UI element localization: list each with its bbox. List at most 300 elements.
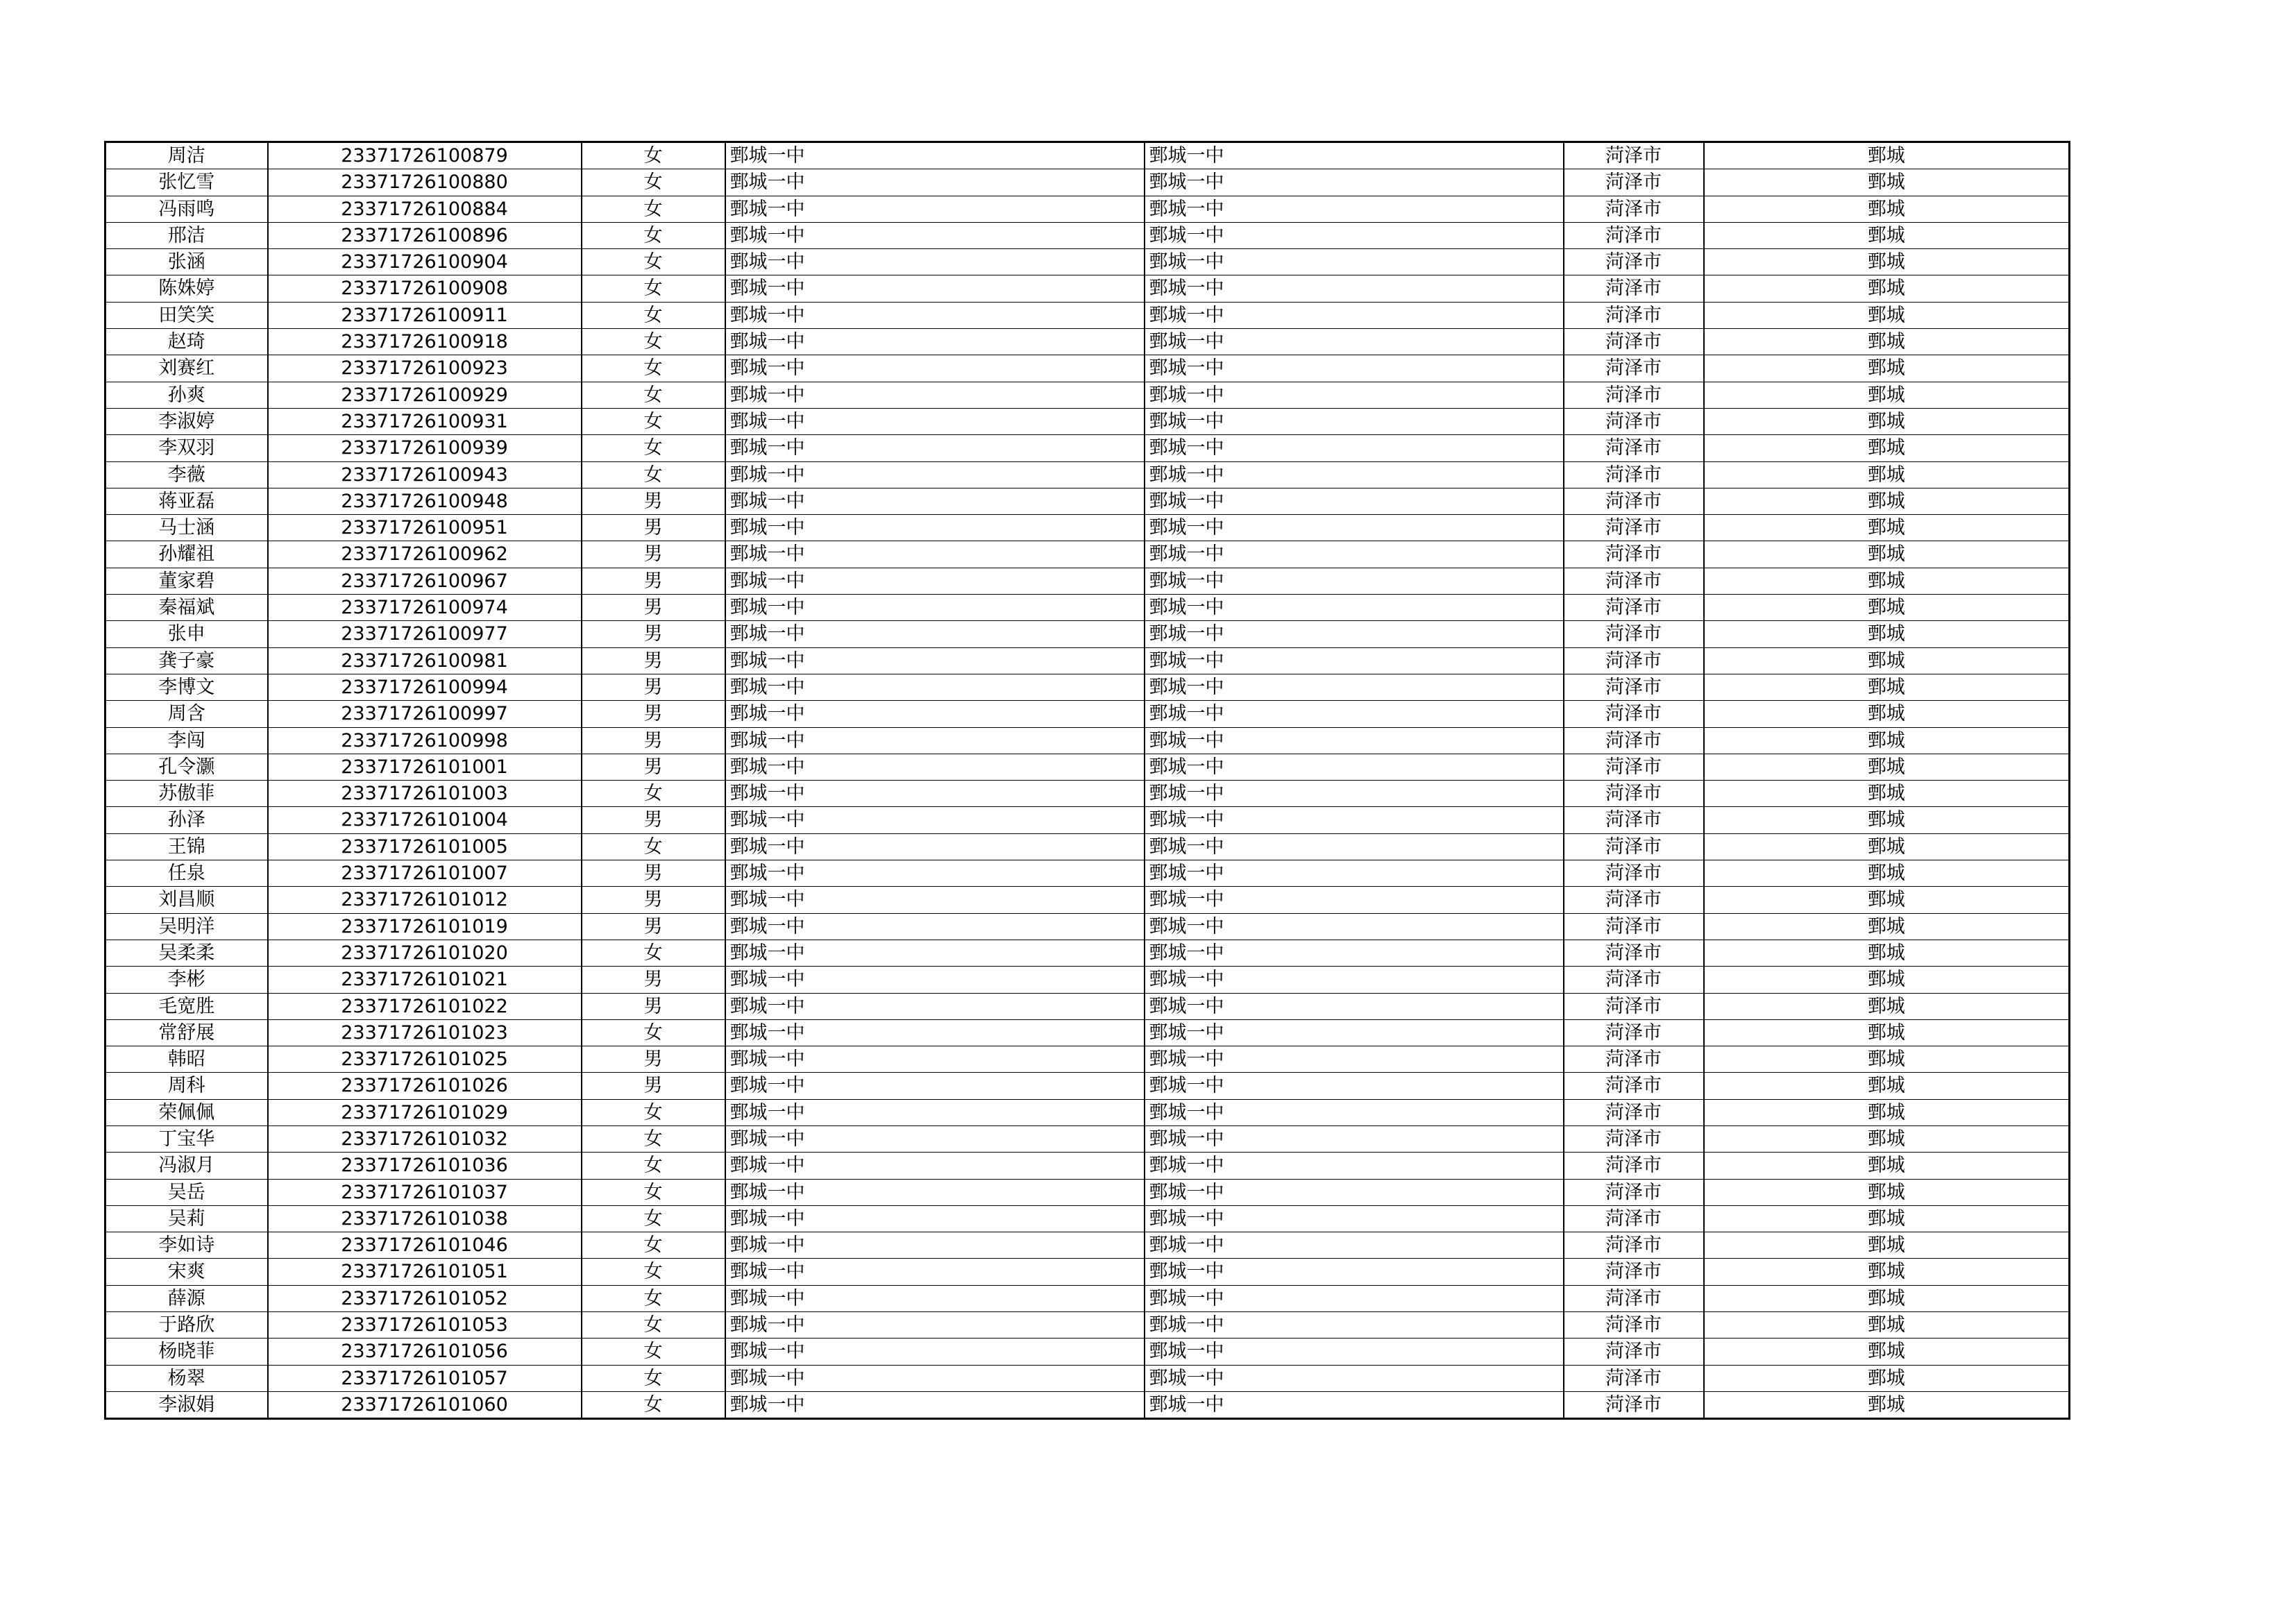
table-row: [105, 541, 2070, 568]
county-cell: [1704, 408, 2070, 434]
city-text: 菏泽市: [1605, 464, 1662, 486]
county-text: 鄄城: [1867, 1075, 1905, 1097]
city-cell: [1564, 727, 1704, 754]
exam-number-cell: [268, 1285, 582, 1311]
gender-cell: [582, 169, 725, 196]
school-cell: [725, 222, 1145, 248]
student-name-cell: [105, 727, 268, 754]
gender-cell: [582, 1232, 725, 1259]
county-cell: [1704, 807, 2070, 833]
school-cell: [725, 408, 1145, 434]
school-text: 鄄城一中: [729, 1048, 805, 1071]
county-cell: [1704, 1099, 2070, 1125]
county-cell: [1704, 302, 2070, 328]
student-name-cell: [105, 1232, 268, 1259]
county-cell: [1704, 595, 2070, 621]
exam-site-cell: [1145, 940, 1564, 966]
exam-number-text: 23371726100880: [341, 171, 508, 194]
table-row: [105, 967, 2070, 993]
exam-site-text: 鄄城一中: [1149, 1367, 1224, 1389]
county-text: 鄄城: [1867, 835, 1905, 858]
school-text: 鄄城一中: [729, 331, 805, 353]
gender-text: 男: [643, 809, 663, 831]
exam-site-text: 鄄城一中: [1149, 331, 1224, 353]
student-name-text: 李如诗: [158, 1234, 215, 1257]
table-row: [105, 302, 2070, 328]
student-name-text: 孙爽: [167, 384, 205, 406]
student-name-cell: [105, 196, 268, 222]
county-cell: [1704, 833, 2070, 860]
county-text: 鄄城: [1867, 1155, 1905, 1177]
school-cell: [725, 674, 1145, 700]
county-text: 鄄城: [1867, 623, 1905, 645]
gender-text: 女: [643, 1314, 663, 1336]
student-name-text: 毛宽胜: [158, 995, 215, 1017]
exam-site-text: 鄄城一中: [1149, 224, 1224, 246]
city-text: 菏泽市: [1605, 437, 1662, 459]
city-cell: [1564, 382, 1704, 408]
exam-site-text: 鄄城一中: [1149, 969, 1224, 991]
city-text: 菏泽市: [1605, 1234, 1662, 1257]
student-name-text: 吴莉: [167, 1207, 205, 1230]
gender-text: 女: [643, 198, 663, 220]
school-cell: [725, 1019, 1145, 1046]
student-name-text: 周含: [167, 703, 205, 725]
student-name-cell: [105, 595, 268, 621]
city-cell: [1564, 1259, 1704, 1285]
exam-site-text: 鄄城一中: [1149, 1128, 1224, 1150]
exam-site-cell: [1145, 1179, 1564, 1205]
student-name-text: 冯雨鸣: [158, 198, 215, 220]
student-name-cell: [105, 435, 268, 461]
city-text: 菏泽市: [1605, 969, 1662, 991]
county-cell: [1704, 1179, 2070, 1205]
exam-site-cell: [1145, 275, 1564, 302]
gender-text: 女: [643, 251, 663, 273]
gender-text: 女: [643, 410, 663, 432]
city-text: 菏泽市: [1605, 1155, 1662, 1177]
gender-text: 女: [643, 942, 663, 964]
county-cell: [1704, 754, 2070, 780]
exam-site-text: 鄄城一中: [1149, 357, 1224, 380]
exam-site-cell: [1145, 595, 1564, 621]
student-name-cell: [105, 329, 268, 355]
city-cell: [1564, 541, 1704, 568]
city-text: 菏泽市: [1605, 1261, 1662, 1283]
gender-text: 女: [643, 1155, 663, 1177]
student-name-cell: [105, 754, 268, 780]
school-cell: [725, 595, 1145, 621]
school-text: 鄄城一中: [729, 278, 805, 300]
school-cell: [725, 568, 1145, 594]
table-row: [105, 488, 2070, 514]
county-cell: [1704, 1019, 2070, 1046]
table-row: [105, 860, 2070, 887]
school-cell: [725, 807, 1145, 833]
gender-text: 女: [643, 1367, 663, 1389]
county-cell: [1704, 1391, 2070, 1418]
exam-number-text: 23371726101036: [341, 1155, 508, 1177]
exam-site-cell: [1145, 355, 1564, 382]
table-row: [105, 275, 2070, 302]
exam-site-cell: [1145, 807, 1564, 833]
exam-number-cell: [268, 967, 582, 993]
school-cell: [725, 1179, 1145, 1205]
city-text: 菏泽市: [1605, 783, 1662, 805]
school-text: 鄄城一中: [729, 1314, 805, 1336]
school-text: 鄄城一中: [729, 570, 805, 592]
county-cell: [1704, 781, 2070, 807]
county-cell: [1704, 1205, 2070, 1232]
exam-site-text: 鄄城一中: [1149, 1393, 1224, 1416]
exam-number-cell: [268, 302, 582, 328]
exam-number-cell: [268, 1073, 582, 1099]
exam-number-text: 23371726101060: [341, 1393, 508, 1416]
student-name-cell: [105, 1125, 268, 1152]
student-name-cell: [105, 1205, 268, 1232]
student-name-cell: [105, 1179, 268, 1205]
student-name-cell: [105, 621, 268, 647]
exam-site-text: 鄄城一中: [1149, 942, 1224, 964]
school-text: 鄄城一中: [729, 1181, 805, 1203]
gender-text: 女: [643, 1021, 663, 1044]
exam-number-cell: [268, 754, 582, 780]
student-name-text: 李淑娟: [158, 1393, 215, 1416]
gender-text: 男: [643, 863, 663, 885]
exam-site-cell: [1145, 568, 1564, 594]
school-text: 鄄城一中: [729, 703, 805, 725]
student-name-text: 李淑婷: [158, 410, 215, 432]
city-cell: [1564, 1285, 1704, 1311]
student-name-cell: [105, 541, 268, 568]
county-text: 鄄城: [1867, 224, 1905, 246]
county-text: 鄄城: [1867, 437, 1905, 459]
gender-text: 男: [643, 756, 663, 778]
county-cell: [1704, 1365, 2070, 1391]
student-name-text: 丁宝华: [158, 1128, 215, 1150]
county-cell: [1704, 1259, 2070, 1285]
exam-number-cell: [268, 647, 582, 674]
school-cell: [725, 541, 1145, 568]
county-cell: [1704, 461, 2070, 488]
city-cell: [1564, 993, 1704, 1019]
city-cell: [1564, 515, 1704, 541]
gender-cell: [582, 302, 725, 328]
school-text: 鄄城一中: [729, 863, 805, 885]
county-text: 鄄城: [1867, 304, 1905, 326]
school-cell: [725, 275, 1145, 302]
student-name-cell: [105, 860, 268, 887]
student-name-text: 宋爽: [167, 1261, 205, 1283]
school-text: 鄄城一中: [729, 676, 805, 698]
table-row: [105, 1179, 2070, 1205]
exam-site-text: 鄄城一中: [1149, 1287, 1224, 1309]
gender-text: 男: [643, 889, 663, 911]
school-cell: [725, 1365, 1145, 1391]
exam-number-text: 23371726101012: [341, 889, 508, 911]
gender-cell: [582, 1046, 725, 1073]
city-text: 菏泽市: [1605, 623, 1662, 645]
table-row: [105, 993, 2070, 1019]
exam-number-cell: [268, 833, 582, 860]
school-text: 鄄城一中: [729, 251, 805, 273]
exam-number-text: 23371726101046: [341, 1234, 508, 1257]
gender-cell: [582, 1179, 725, 1205]
school-cell: [725, 860, 1145, 887]
gender-text: 女: [643, 1393, 663, 1416]
city-cell: [1564, 595, 1704, 621]
gender-text: 女: [643, 783, 663, 805]
exam-number-cell: [268, 541, 582, 568]
student-name-text: 孔令灏: [158, 756, 215, 778]
school-cell: [725, 967, 1145, 993]
student-name-text: 邢洁: [167, 224, 205, 246]
exam-number-text: 23371726101052: [341, 1287, 508, 1309]
student-name-text: 任泉: [167, 863, 205, 885]
exam-site-text: 鄄城一中: [1149, 171, 1224, 194]
student-name-cell: [105, 1312, 268, 1339]
city-text: 菏泽市: [1605, 915, 1662, 937]
student-name-text: 秦福斌: [158, 597, 215, 619]
exam-site-cell: [1145, 1205, 1564, 1232]
county-text: 鄄城: [1867, 490, 1905, 512]
table-row: [105, 568, 2070, 594]
exam-site-text: 鄄城一中: [1149, 649, 1224, 672]
gender-cell: [582, 1365, 725, 1391]
school-cell: [725, 355, 1145, 382]
school-text: 鄄城一中: [729, 384, 805, 406]
gender-text: 女: [643, 224, 663, 246]
city-text: 菏泽市: [1605, 145, 1662, 167]
exam-site-cell: [1145, 1019, 1564, 1046]
gender-text: 男: [643, 729, 663, 751]
gender-text: 女: [643, 1341, 663, 1363]
county-text: 鄄城: [1867, 1314, 1905, 1336]
school-cell: [725, 435, 1145, 461]
exam-site-text: 鄄城一中: [1149, 570, 1224, 592]
city-cell: [1564, 701, 1704, 727]
city-cell: [1564, 967, 1704, 993]
student-roster-table: [104, 141, 2070, 1420]
exam-number-cell: [268, 913, 582, 940]
city-text: 菏泽市: [1605, 995, 1662, 1017]
exam-site-cell: [1145, 249, 1564, 275]
school-text: 鄄城一中: [729, 783, 805, 805]
table-row: [105, 1153, 2070, 1179]
exam-number-cell: [268, 408, 582, 434]
exam-number-cell: [268, 461, 582, 488]
exam-site-text: 鄄城一中: [1149, 1048, 1224, 1071]
gender-text: 女: [643, 1181, 663, 1203]
city-cell: [1564, 781, 1704, 807]
student-name-cell: [105, 913, 268, 940]
city-text: 菏泽市: [1605, 649, 1662, 672]
gender-cell: [582, 408, 725, 434]
county-text: 鄄城: [1867, 1393, 1905, 1416]
school-text: 鄄城一中: [729, 889, 805, 911]
county-text: 鄄城: [1867, 1367, 1905, 1389]
exam-site-text: 鄄城一中: [1149, 809, 1224, 831]
gender-text: 女: [643, 835, 663, 858]
gender-cell: [582, 275, 725, 302]
school-cell: [725, 993, 1145, 1019]
gender-text: 男: [643, 995, 663, 1017]
exam-site-text: 鄄城一中: [1149, 1207, 1224, 1230]
exam-number-cell: [268, 568, 582, 594]
exam-number-text: 23371726100911: [341, 304, 508, 326]
school-cell: [725, 1285, 1145, 1311]
student-name-text: 李薇: [167, 464, 205, 486]
exam-number-text: 23371726100931: [341, 410, 508, 432]
student-name-text: 冯淑月: [158, 1155, 215, 1177]
student-name-text: 陈姝婷: [158, 278, 215, 300]
county-cell: [1704, 222, 2070, 248]
student-name-cell: [105, 1073, 268, 1099]
city-text: 菏泽市: [1605, 863, 1662, 885]
exam-number-text: 23371726101019: [341, 915, 508, 937]
county-cell: [1704, 568, 2070, 594]
exam-number-text: 23371726101007: [341, 863, 508, 885]
county-text: 鄄城: [1867, 1048, 1905, 1071]
gender-cell: [582, 541, 725, 568]
county-cell: [1704, 674, 2070, 700]
student-name-cell: [105, 701, 268, 727]
exam-number-text: 23371726101037: [341, 1181, 508, 1203]
school-cell: [725, 1232, 1145, 1259]
table-row: [105, 1205, 2070, 1232]
county-cell: [1704, 169, 2070, 196]
exam-site-cell: [1145, 435, 1564, 461]
city-text: 菏泽市: [1605, 597, 1662, 619]
school-text: 鄄城一中: [729, 145, 805, 167]
county-text: 鄄城: [1867, 1341, 1905, 1363]
gender-text: 女: [643, 304, 663, 326]
school-text: 鄄城一中: [729, 171, 805, 194]
school-text: 鄄城一中: [729, 995, 805, 1017]
school-cell: [725, 1153, 1145, 1179]
exam-site-cell: [1145, 1232, 1564, 1259]
school-cell: [725, 1391, 1145, 1418]
county-text: 鄄城: [1867, 278, 1905, 300]
exam-site-cell: [1145, 647, 1564, 674]
school-text: 鄄城一中: [729, 1367, 805, 1389]
county-text: 鄄城: [1867, 649, 1905, 672]
student-name-text: 孙泽: [167, 809, 205, 831]
table-row: [105, 1125, 2070, 1152]
exam-number-cell: [268, 196, 582, 222]
county-text: 鄄城: [1867, 1021, 1905, 1044]
exam-site-text: 鄄城一中: [1149, 1155, 1224, 1177]
county-text: 鄄城: [1867, 570, 1905, 592]
city-cell: [1564, 302, 1704, 328]
exam-site-cell: [1145, 169, 1564, 196]
exam-number-text: 23371726101053: [341, 1314, 508, 1336]
school-text: 鄄城一中: [729, 1155, 805, 1177]
gender-text: 女: [643, 145, 663, 167]
table-row: [105, 515, 2070, 541]
student-name-cell: [105, 781, 268, 807]
student-name-text: 龚子豪: [158, 649, 215, 672]
gender-text: 女: [643, 1261, 663, 1283]
exam-number-cell: [268, 355, 582, 382]
school-cell: [725, 142, 1145, 169]
gender-cell: [582, 1019, 725, 1046]
exam-site-text: 鄄城一中: [1149, 437, 1224, 459]
exam-number-cell: [268, 781, 582, 807]
school-text: 鄄城一中: [729, 1101, 805, 1123]
city-cell: [1564, 408, 1704, 434]
school-text: 鄄城一中: [729, 543, 805, 566]
city-text: 菏泽市: [1605, 304, 1662, 326]
exam-number-text: 23371726100962: [341, 543, 508, 566]
exam-number-text: 23371726100951: [341, 517, 508, 539]
school-text: 鄄城一中: [729, 756, 805, 778]
county-cell: [1704, 940, 2070, 966]
exam-site-text: 鄄城一中: [1149, 756, 1224, 778]
student-name-text: 吴柔柔: [158, 942, 215, 964]
exam-site-text: 鄄城一中: [1149, 1101, 1224, 1123]
county-text: 鄄城: [1867, 942, 1905, 964]
county-text: 鄄城: [1867, 729, 1905, 751]
student-name-cell: [105, 568, 268, 594]
student-name-text: 董家碧: [158, 570, 215, 592]
city-cell: [1564, 1232, 1704, 1259]
exam-number-cell: [268, 727, 582, 754]
city-cell: [1564, 1339, 1704, 1365]
city-text: 菏泽市: [1605, 543, 1662, 566]
table-row: [105, 1019, 2070, 1046]
school-cell: [725, 621, 1145, 647]
city-text: 菏泽市: [1605, 835, 1662, 858]
exam-site-cell: [1145, 1125, 1564, 1152]
student-name-text: 薛源: [167, 1287, 205, 1309]
city-cell: [1564, 940, 1704, 966]
table-row: [105, 940, 2070, 966]
exam-site-text: 鄄城一中: [1149, 729, 1224, 751]
exam-number-cell: [268, 1312, 582, 1339]
exam-site-text: 鄄城一中: [1149, 783, 1224, 805]
exam-site-cell: [1145, 515, 1564, 541]
roster-body: [105, 142, 2070, 1419]
student-name-cell: [105, 461, 268, 488]
city-cell: [1564, 1073, 1704, 1099]
city-text: 菏泽市: [1605, 1021, 1662, 1044]
exam-site-text: 鄄城一中: [1149, 623, 1224, 645]
school-text: 鄄城一中: [729, 649, 805, 672]
exam-number-cell: [268, 142, 582, 169]
city-cell: [1564, 1125, 1704, 1152]
city-text: 菏泽市: [1605, 517, 1662, 539]
school-text: 鄄城一中: [729, 942, 805, 964]
gender-text: 男: [643, 597, 663, 619]
school-text: 鄄城一中: [729, 357, 805, 380]
school-text: 鄄城一中: [729, 1128, 805, 1150]
city-text: 菏泽市: [1605, 676, 1662, 698]
exam-site-text: 鄄城一中: [1149, 145, 1224, 167]
school-cell: [725, 754, 1145, 780]
exam-number-cell: [268, 940, 582, 966]
exam-number-cell: [268, 1339, 582, 1365]
city-text: 菏泽市: [1605, 1341, 1662, 1363]
table-row: [105, 913, 2070, 940]
student-name-cell: [105, 249, 268, 275]
student-name-text: 李博文: [158, 676, 215, 698]
school-cell: [725, 701, 1145, 727]
city-text: 菏泽市: [1605, 1128, 1662, 1150]
gender-cell: [582, 1259, 725, 1285]
gender-cell: [582, 382, 725, 408]
school-cell: [725, 1073, 1145, 1099]
